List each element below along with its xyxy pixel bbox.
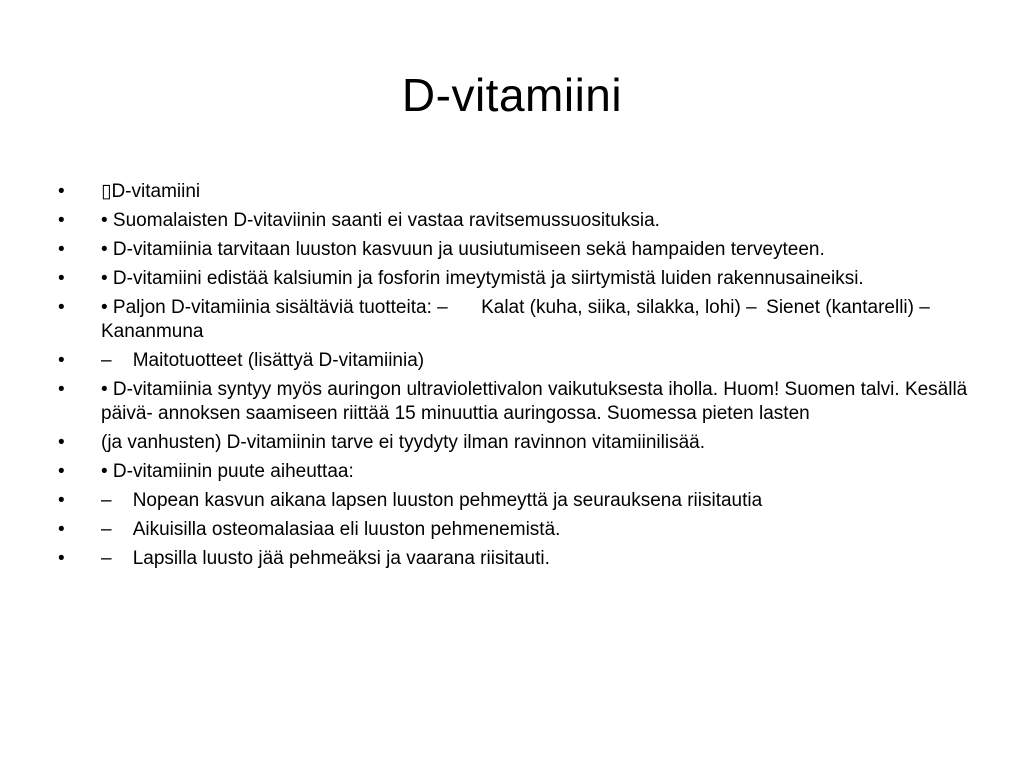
list-item xyxy=(58,547,978,571)
bullet-icon: • xyxy=(58,210,65,231)
bullet-icon: • xyxy=(58,297,65,318)
list-item-text: ▯D-vitamiini xyxy=(101,181,201,202)
list-item xyxy=(58,296,978,344)
list-item xyxy=(58,518,978,542)
bullet-icon: • xyxy=(58,461,65,482)
list-item-text: – Lapsilla luusto jää pehmeäksi ja vaarana riisitauti. xyxy=(101,548,550,569)
list-item xyxy=(58,209,978,233)
list-item-text: – Aikuisilla osteomalasiaa eli luuston pehmenemistä. xyxy=(101,519,561,540)
list-item xyxy=(58,431,978,455)
list-item-text: • D-vitamiinia syntyy myös auringon ultraviolettivalon vaikutuksesta iholla. Huom! Suomen talvi. Kesällä päivä- annoksen saamiseen riittää 15 minuuttia auringossa. Suomessa pieten lasten xyxy=(101,379,973,424)
bullet-icon: • xyxy=(58,239,65,260)
list-item-text: – Maitotuotteet (lisättyä D-vitamiinia) xyxy=(101,350,425,371)
list-item-text: • D-vitamiinia tarvitaan luuston kasvuun ja uusiutumiseen sekä hampaiden terveyteen. xyxy=(101,239,825,260)
list-item-text: – Nopean kasvun aikana lapsen luuston pehmeyttä ja seurauksena riisitautia xyxy=(101,490,763,511)
list-item xyxy=(58,238,978,262)
list-item xyxy=(58,267,978,291)
list-item xyxy=(58,378,978,426)
list-item-text: • D-vitamiinin puute aiheuttaa: xyxy=(101,461,354,482)
bullet-icon: • xyxy=(58,548,65,569)
bullet-icon: • xyxy=(58,490,65,511)
list-item-text: • Suomalaisten D-vitaviinin saanti ei vastaa ravitsemussuosituksia. xyxy=(101,210,660,231)
list-item-text: (ja vanhusten) D-vitamiinin tarve ei tyydyty ilman ravinnon vitamiinilisää. xyxy=(101,432,706,453)
bullet-icon: • xyxy=(58,350,65,371)
bullet-list xyxy=(58,180,978,576)
list-item xyxy=(58,460,978,484)
list-item-text: • Paljon D-vitamiinia sisältäviä tuotteita: – Kalat (kuha, siika, silakka, lohi) – Sienet (kantarelli) – Kananmuna xyxy=(101,297,936,342)
list-item xyxy=(58,180,978,204)
list-item xyxy=(58,489,978,513)
list-item xyxy=(58,349,978,373)
bullet-icon: • xyxy=(58,268,65,289)
list-item-text: • D-vitamiini edistää kalsiumin ja fosforin imeytymistä ja siirtymistä luiden rakennusaineiksi. xyxy=(101,268,864,289)
slide-title: D-vitamiini xyxy=(401,69,623,121)
bullet-icon: • xyxy=(58,379,65,400)
bullet-icon: • xyxy=(58,432,65,453)
bullet-icon: • xyxy=(58,181,65,202)
bullet-icon: • xyxy=(58,519,65,540)
